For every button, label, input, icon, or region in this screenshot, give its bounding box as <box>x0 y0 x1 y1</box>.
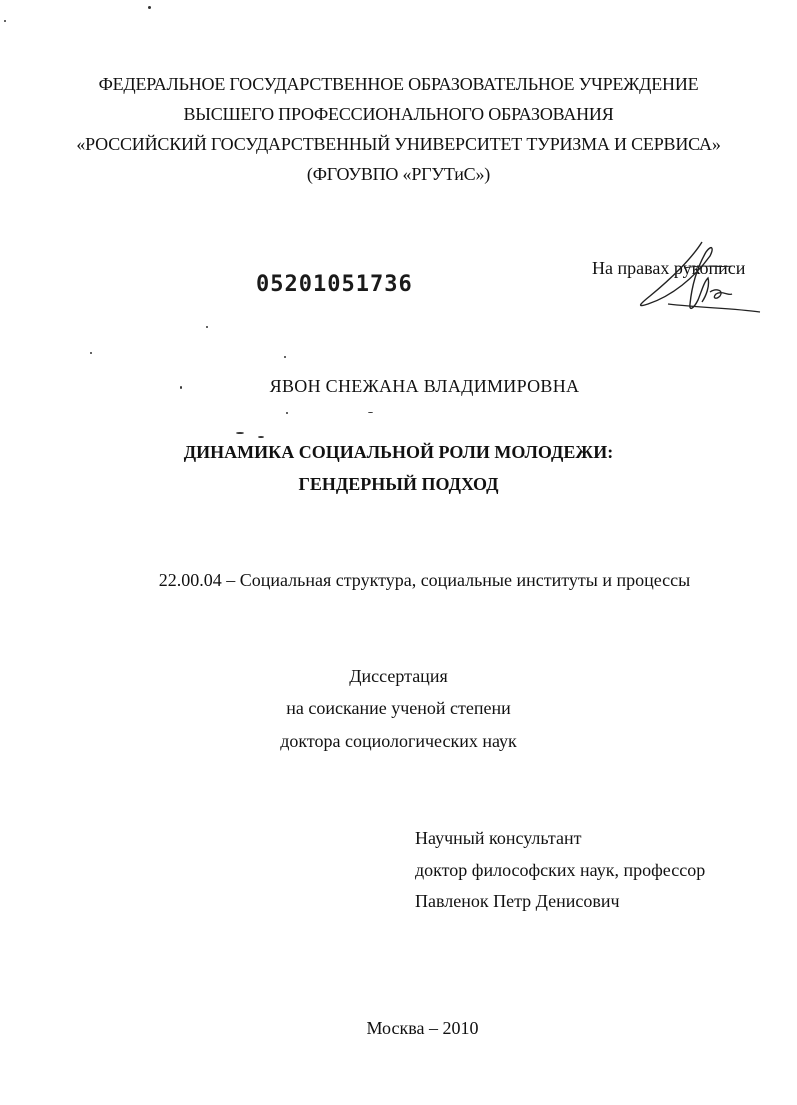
institution-line-4: (ФГОУВПО «РГУТиС») <box>306 164 491 184</box>
scan-speck <box>236 432 244 434</box>
scan-speck <box>368 412 373 413</box>
scan-speck <box>286 412 288 414</box>
scan-speck <box>148 6 151 9</box>
scan-speck <box>258 436 264 438</box>
thesis-title-line-1: ДИНАМИКА СОЦИАЛЬНОЙ РОЛИ МОЛОДЕЖИ: <box>183 442 614 462</box>
specialty-code: 22.00.04 – Социальная структура, социальные институты и процессы <box>158 570 691 590</box>
degree-line-2: доктора социологических наук <box>280 731 517 751</box>
scan-speck <box>180 386 182 389</box>
scan-speck <box>206 326 208 328</box>
registration-number: 05201051736 <box>256 272 413 297</box>
thesis-title-line-2: ГЕНДЕРНЫЙ ПОДХОД <box>298 474 499 494</box>
dissertation-label: Диссертация <box>349 666 448 686</box>
institution-line-1: ФЕДЕРАЛЬНОЕ ГОСУДАРСТВЕННОЕ ОБРАЗОВАТЕЛЬНОЕ УЧРЕЖДЕНИЕ <box>98 74 699 94</box>
consultant-name: Павленок Петр Денисович <box>415 891 620 911</box>
manuscript-rights: На правах рукописи <box>592 258 746 278</box>
consultant-degree: доктор философских наук, профессор <box>415 860 706 880</box>
degree-line-1: на соискание ученой степени <box>286 698 511 718</box>
consultant-role: Научный консультант <box>415 828 582 848</box>
institution-line-2: ВЫСШЕГО ПРОФЕССИОНАЛЬНОГО ОБРАЗОВАНИЯ <box>183 104 614 124</box>
scan-speck <box>90 352 92 354</box>
city-year: Москва – 2010 <box>366 1018 479 1038</box>
author-name: ЯВОН СНЕЖАНА ВЛАДИМИРОВНА <box>269 376 580 396</box>
scan-speck <box>4 20 6 22</box>
signature-scribble <box>632 238 762 318</box>
institution-line-3: «РОССИЙСКИЙ ГОСУДАРСТВЕННЫЙ УНИВЕРСИТЕТ ТУРИЗМА И СЕРВИСА» <box>76 134 721 154</box>
scan-speck <box>284 356 286 358</box>
